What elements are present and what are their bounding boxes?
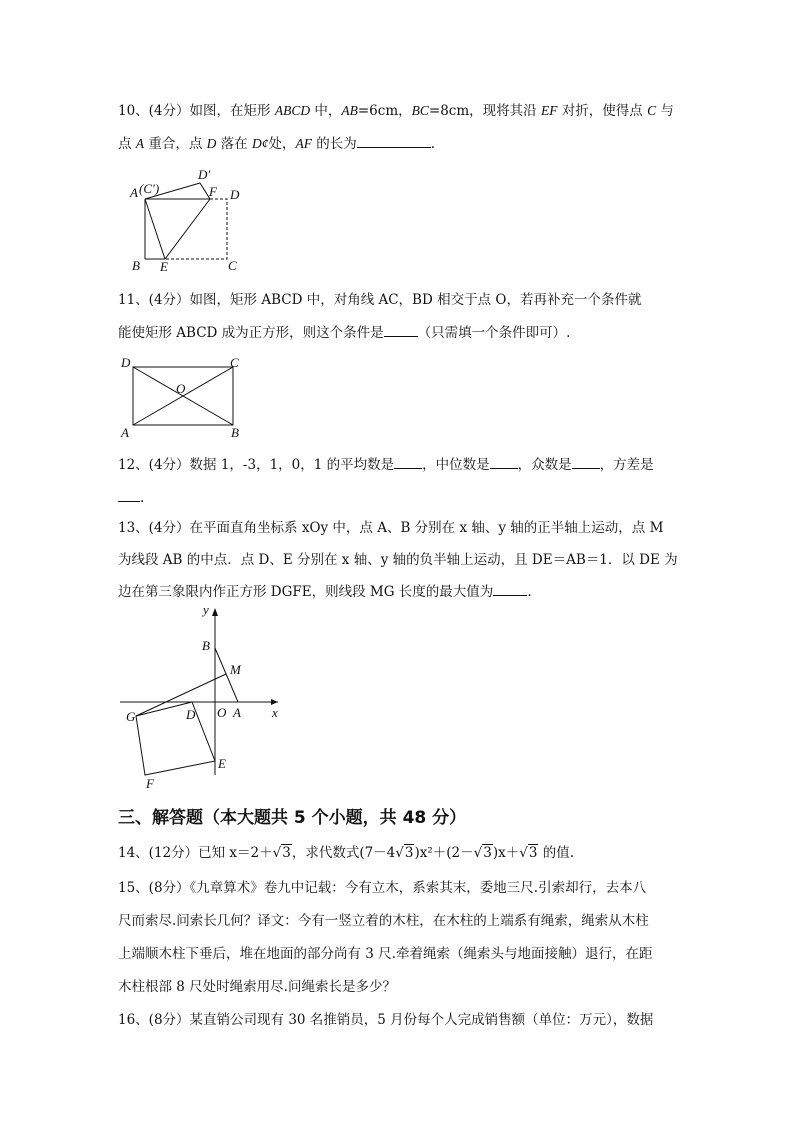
q10-var: EF (540, 103, 558, 118)
q10-var: BC (411, 103, 429, 118)
answer-blank (493, 582, 527, 596)
y-arrow-icon (212, 608, 218, 616)
q14-text: )x²＋(2－ (414, 845, 474, 861)
label-a: A (130, 185, 138, 200)
q12-text: ，众数是 (517, 457, 572, 473)
q13-line2: 为线段 AB 的中点．点 D、E 分别在 x 轴、y 轴的负半轴上运动，且 DE＝AB＝1．以 DE 为 (118, 552, 678, 568)
q11-line1: 11、(4分）如图，矩形 ABCD 中，对角线 AC，BD 相交于点 O，若再补充一个条件就 (118, 292, 642, 308)
figure-q10 (120, 165, 240, 275)
q14-text: 的值. (538, 845, 575, 861)
sqrt-radicand: 3 (528, 845, 538, 861)
q10-var: D¢ (251, 136, 269, 151)
sqrt-radicand: 3 (404, 845, 414, 861)
label-y: y (203, 602, 209, 617)
q10-line1 (118, 101, 676, 121)
q10-line2 (118, 134, 676, 154)
q16-line1: 16、(8分）某直销公司现有 30 名推销员，5 月份每个人完成销售额（单位：万元），数据 (118, 1012, 654, 1028)
section-heading: 三、解答题（本大题共 5 个小题，共 48 分） (118, 808, 467, 828)
q10-text: 10、(4分）如图，在矩形 (118, 103, 275, 119)
label-o: O (176, 381, 186, 396)
label-m: M (230, 662, 241, 677)
sqrt-sign: √ (473, 845, 483, 861)
q10-text: =6cm， (357, 103, 412, 119)
label-g: G (126, 709, 136, 724)
answer-blank (384, 323, 418, 337)
q10-text: 点 (118, 136, 136, 152)
sqrt-radicand: 3 (282, 845, 291, 861)
figure-q13 (118, 600, 298, 795)
q12-line1 (118, 455, 676, 475)
answer-blank (357, 134, 431, 148)
q15-line1: 15、(8分）《九章算术》卷九中记载：今有立木，系索其末，委地三尺.引索却行，去本八 (118, 880, 647, 896)
q13-text: . (527, 584, 532, 600)
segment-mg (136, 674, 226, 716)
q10-text: 对折，使得点 (557, 103, 648, 119)
q13-line1: 13、(4分）在平面直角坐标系 xOy 中，点 A、B 分别在 x 轴、y 轴的正半轴上运动，点 M (118, 520, 664, 536)
fold-ef (165, 199, 210, 259)
q14-text: ，求代数式(7－4 (291, 845, 396, 861)
label-e: E (160, 259, 168, 274)
q10-text: 重合，点 (144, 136, 207, 152)
q15-line3: 上端顺木柱下垂后，堆在地面的部分尚有 3 尺.牵着绳索（绳索头与地面接触）退行，在距 (118, 946, 653, 962)
label-b: B (202, 638, 210, 653)
q10-text: . (430, 136, 436, 152)
q13-text: 边在第三象限内作正方形 DGFE，则线段 MG 长度的最大值为 (118, 584, 494, 600)
q10-text: =8cm，现将其沿 (428, 103, 541, 119)
sqrt-sign: √ (272, 845, 282, 861)
sqrt-radicand: 3 (483, 845, 492, 861)
sqrt-sign: √ (519, 845, 528, 861)
q10-var: AF (295, 136, 312, 151)
q12-text: ，中位数是 (422, 457, 490, 473)
q12-text: ，方差是 (599, 457, 654, 473)
q11-text: 能使矩形 ABCD 成为正方形，则这个条件是 (118, 325, 384, 341)
label-d-prime: D′ (198, 167, 211, 182)
label-c-prime: (C′) (139, 181, 160, 196)
label-f: F (209, 184, 217, 199)
q15-line4: 木柱根部 8 尺处时绳索用尽.问绳索长是多少？ (118, 979, 396, 995)
q12-line2 (118, 488, 676, 508)
label-o: O (217, 705, 227, 720)
q15-line2: 尺而索尽.问索长几何？译文：今有一竖立着的木柱，在木柱的上端系有绳索，绳索从木柱 (118, 913, 649, 929)
q12-text: 12、(4分）数据 1，-3，1，0，1 的平均数是 (118, 457, 395, 473)
q10-var: D (206, 136, 217, 151)
q10-text: 处， (268, 136, 296, 152)
q11-text: （只需填一个条件即可）. (417, 325, 571, 341)
label-c: C (230, 355, 239, 370)
q10-text: 与 (656, 103, 674, 119)
q14-line1 (118, 843, 676, 863)
figure-q11 (118, 355, 248, 445)
q10-var: ABCD (274, 103, 311, 118)
answer-blank (394, 455, 422, 469)
label-b: B (231, 425, 239, 440)
label-a: A (233, 705, 241, 720)
edge-ae (145, 199, 165, 259)
q10-var: AB (341, 103, 358, 118)
label-e: E (218, 756, 226, 771)
q14-text: 14、(12分）已知 x＝2＋ (118, 845, 273, 861)
label-x: x (272, 705, 278, 720)
q10-text: 中， (310, 103, 342, 119)
q11-line2 (118, 323, 676, 343)
q10-var: A (135, 136, 145, 151)
label-f: F (146, 776, 154, 791)
rect-dashed (145, 199, 227, 259)
q10-var: C (647, 103, 657, 118)
q10-text: 落在 (216, 136, 252, 152)
label-b: B (132, 258, 140, 273)
label-d: D (230, 187, 240, 202)
label-d: D (121, 355, 131, 370)
q12-text: . (140, 490, 145, 506)
answer-blank (490, 455, 518, 469)
label-a: A (121, 425, 129, 440)
answer-blank (572, 455, 600, 469)
label-c: C (228, 258, 237, 273)
sqrt-sign: √ (395, 845, 404, 861)
answer-blank (118, 488, 140, 502)
square-dgfe (136, 702, 215, 775)
label-d: D (186, 707, 196, 722)
q10-text: 的长为 (311, 136, 357, 152)
q13-line3 (118, 582, 676, 602)
q14-text: )x＋ (492, 845, 520, 861)
